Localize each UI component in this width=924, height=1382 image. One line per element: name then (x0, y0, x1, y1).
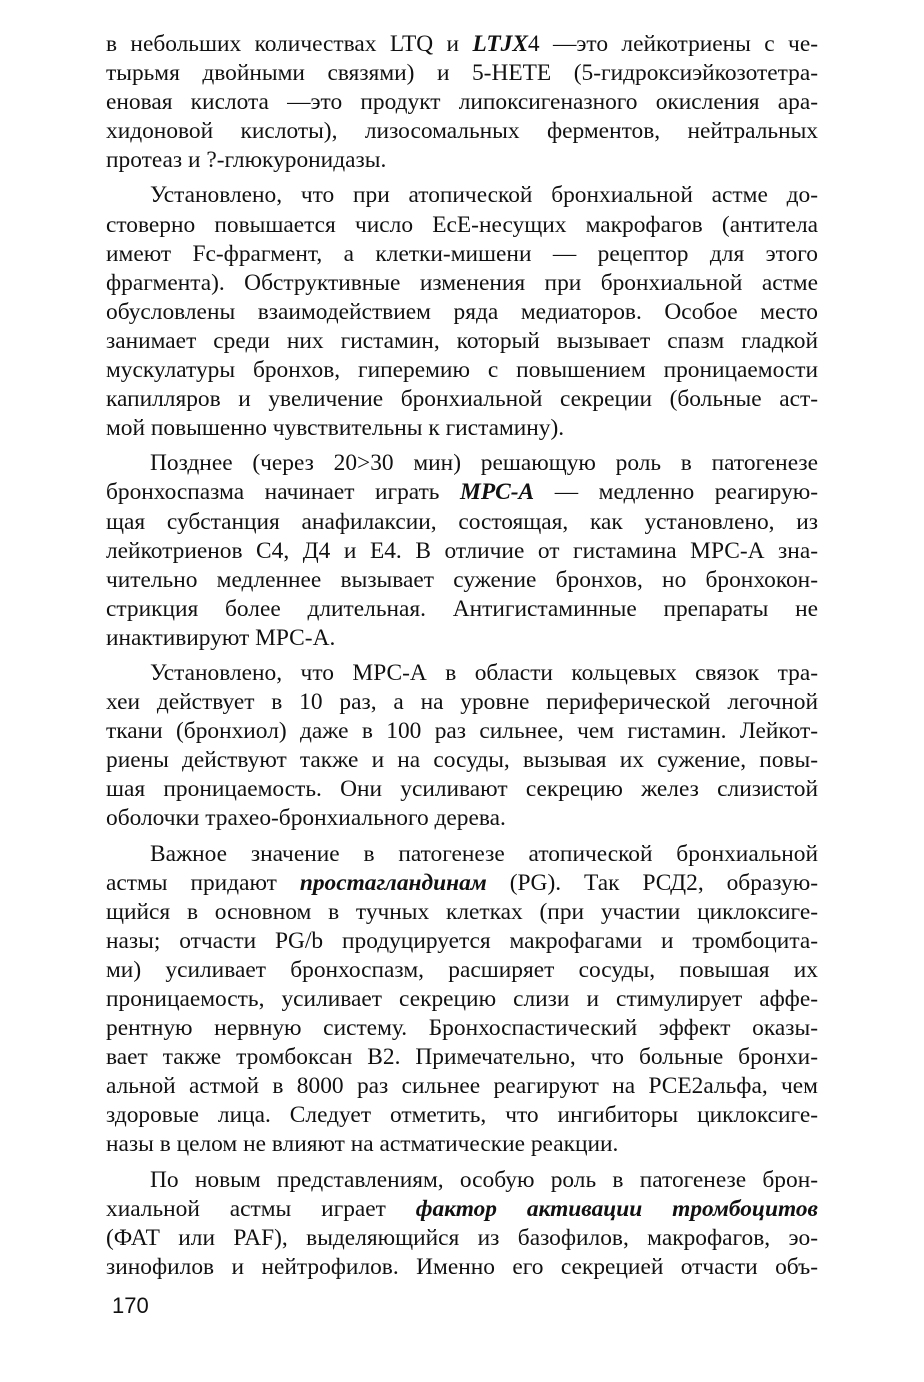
paragraph (106, 840, 818, 1160)
text-run: щая субстанция анафилаксии, состоящая, как установлено, из (106, 508, 818, 535)
text-run: инактивируют МРС-А. (106, 624, 336, 651)
text-run: в небольших количествах LTQ и (106, 31, 473, 57)
text-run: астмы придают (106, 869, 300, 896)
text-run: мой повышенно чувствительны к гистамину). (106, 415, 565, 442)
text-line (106, 449, 818, 478)
emphasized-term: фактор активации тромбоцитов (415, 1195, 818, 1222)
text-run: фрагмента). Обструктивные изменения при бронхиальной астме (106, 269, 818, 296)
text-line (106, 956, 818, 985)
text-run: стоверно повышается число ЕсЕ-несущих макрофагов (антитела (106, 211, 818, 238)
text-line (106, 1014, 818, 1043)
paragraph (106, 181, 818, 443)
text-line (106, 478, 818, 507)
text-line (106, 746, 818, 775)
text-run: стрикция более длительная. Антигистаминные препараты не (106, 595, 818, 622)
text-line (106, 566, 818, 595)
text-run: тырьмя двойными связями) и 5-НЕТЕ (5-гидроксиэйкозотетра- (106, 60, 818, 87)
text-run: хиальной астмы играет (106, 1195, 416, 1222)
text-run: зинофилов и нейтрофилов. Именно его секрецией отчасти объ- (106, 1253, 818, 1280)
page-number: 170 (112, 1293, 149, 1318)
text-run: мускулатуры бронхов, гиперемию с повышением проницаемости (106, 357, 818, 384)
text-line (106, 840, 818, 869)
text-run: альной астмой в 8000 раз сильнее реагируют на РСЕ2альфа, чем (106, 1073, 818, 1100)
text-line (106, 898, 818, 927)
text-run: чительно медленнее вызывает сужение бронхов, но бронхокон- (106, 566, 818, 593)
text-line (106, 327, 818, 356)
text-run: По новым представлениям, особую роль в патогенезе брон- (150, 1166, 818, 1193)
text-line (106, 1101, 818, 1130)
text-line (106, 985, 818, 1014)
paragraph (106, 659, 818, 834)
body-text (106, 30, 818, 1282)
text-run: Установлено, что при атопической бронхиальной астме до- (150, 182, 818, 209)
text-line (106, 1166, 818, 1195)
text-line (106, 1195, 818, 1224)
text-run: вает также тромбоксан В2. Примечательно, что больные бронхи- (106, 1044, 818, 1071)
text-line (106, 1224, 818, 1253)
text-run: 4 —это лейкотриены с че- (527, 31, 818, 57)
text-line (106, 1253, 818, 1282)
text-line (106, 298, 818, 327)
text-line (106, 804, 818, 833)
text-line (106, 356, 818, 385)
text-run: оболочки трахео-бронхиального дерева. (106, 805, 506, 832)
text-run: Важное значение в патогенезе атопической бронхиальной (150, 840, 818, 867)
text-run: назы; отчасти PG/b продуцируется макрофагами и тромбоцита- (106, 927, 818, 954)
text-line (106, 659, 818, 688)
text-line (106, 1072, 818, 1101)
text-line (106, 927, 818, 956)
text-run: проницаемость, усиливает секрецию слизи и стимулирует аффе- (106, 986, 818, 1012)
text-run: имеют Fc-фрагмент, а клетки-мишени — рецептор для этого (106, 240, 818, 267)
text-run: щийся в основном в тучных клетках (при участии циклоксиге- (106, 898, 818, 925)
text-run: лейкотриенов С4, Д4 и Е4. В отличие от гистамина МРС-А зна- (106, 537, 818, 564)
text-line (106, 717, 818, 746)
text-run: (PG). Так РСД2, образую- (486, 869, 818, 896)
text-run: хидоновой кислоты), лизосомальных ферментов, нейтральных (106, 118, 818, 145)
text-run: еновая кислота —это продукт липоксигеназного окисления ара- (106, 89, 818, 116)
text-line (106, 240, 818, 269)
text-line (106, 775, 818, 804)
text-line (106, 30, 818, 59)
text-run: (ФАТ или PAF), выделяющийся из базофилов, макрофагов, эо- (106, 1224, 818, 1251)
paragraph (106, 449, 818, 653)
text-line (106, 117, 818, 146)
text-run: ткани (бронхиол) даже в 100 раз сильнее, чем гистамин. Лейкот- (106, 718, 818, 745)
text-run: риены действуют также и на сосуды, вызывая их сужение, повы- (106, 747, 818, 774)
text-run: назы в целом не влияют на астматические реакции. (106, 1131, 619, 1158)
text-line (106, 59, 818, 88)
text-line (106, 869, 818, 898)
text-run: шая проницаемость. Они усиливают секрецию желез слизистой (106, 776, 818, 803)
emphasized-term: МРС-А (460, 479, 535, 506)
text-run: занимает среди них гистамин, который вызывает спазм гладкой (106, 327, 818, 354)
text-line (106, 688, 818, 717)
text-line (106, 624, 818, 653)
text-run: бронхоспазма начинает играть (106, 479, 461, 506)
emphasized-term: LTJX (472, 31, 528, 57)
emphasized-term: простагландинам (299, 869, 487, 896)
text-run: капилляров и увеличение бронхиальной секреции (больные аст- (106, 386, 818, 413)
text-line (106, 508, 818, 537)
text-line (106, 1043, 818, 1072)
text-run: протеаз и ?-глюкуронидазы. (106, 147, 387, 174)
text-line (106, 181, 818, 210)
text-line (106, 385, 818, 414)
text-line (106, 88, 818, 117)
text-run: рентную нервную систему. Бронхоспастический эффект оказы- (106, 1015, 818, 1042)
text-run: Позднее (через 20>30 мин) решающую роль в патогенезе (150, 450, 818, 477)
text-line (106, 1130, 818, 1159)
text-run: Установлено, что МРС-А в области кольцевых связок тра- (150, 659, 818, 686)
text-line (106, 146, 818, 175)
text-run: обусловлены взаимодействием ряда медиаторов. Особое место (106, 298, 818, 325)
text-line (106, 269, 818, 298)
text-line (106, 595, 818, 624)
text-line (106, 537, 818, 566)
text-run: здоровые лица. Следует отметить, что ингибиторы циклоксиге- (106, 1102, 818, 1129)
text-run: хеи действует в 10 раз, а на уровне периферической легочной (106, 689, 818, 716)
paragraph (106, 30, 818, 175)
paragraph (106, 1166, 818, 1282)
text-run: — медленно реагирую- (534, 479, 818, 506)
text-line (106, 414, 818, 443)
text-line (106, 211, 818, 240)
text-run: ми) усиливает бронхоспазм, расширяет сосуды, повышая их (106, 956, 818, 983)
